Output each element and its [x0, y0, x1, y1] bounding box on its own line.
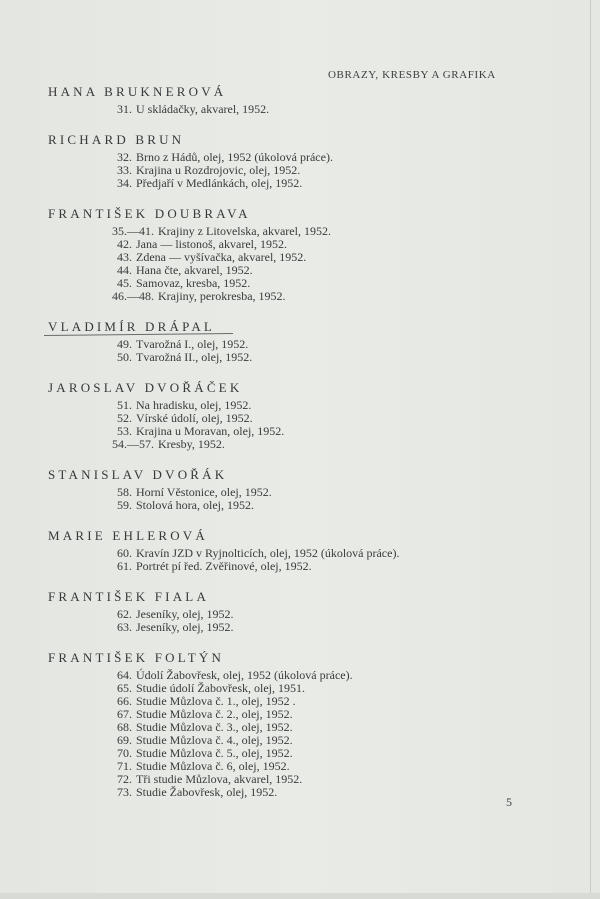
work-number: 70. — [117, 746, 132, 760]
work-number: 32. — [117, 150, 132, 164]
artist-name: STANISLAV DVOŘÁK — [48, 467, 228, 482]
work-title: Studie Můzlova č. 4., olej, 1952. — [136, 733, 293, 747]
works-list — [48, 608, 528, 634]
work-number: 72. — [117, 772, 132, 786]
artist-name: JAROSLAV DVOŘÁČEK — [48, 380, 243, 395]
work-title: Jeseníky, olej, 1952. — [136, 607, 234, 621]
work-title: Jana — listonoš, akvarel, 1952. — [136, 237, 287, 251]
work-entry — [112, 786, 528, 799]
work-title: Jeseníky, olej, 1952. — [136, 620, 234, 634]
artist-section — [48, 466, 528, 512]
works-list — [48, 103, 528, 116]
artist-section — [48, 527, 528, 573]
works-list — [48, 486, 528, 512]
artist-section — [48, 588, 528, 634]
work-number: 67. — [117, 707, 132, 721]
artist-name: VLADIMÍR DRÁPAL — [48, 319, 216, 334]
work-number: 51. — [117, 398, 132, 412]
work-title: Studie Můzlova č. 5., olej, 1952. — [136, 746, 293, 760]
work-number: 62. — [117, 607, 132, 621]
work-number: 52. — [117, 411, 132, 425]
work-title: Krajiny, perokresba, 1952. — [158, 289, 286, 303]
work-title: Stolová hora, olej, 1952. — [136, 498, 254, 512]
work-number: 42. — [117, 237, 132, 251]
artist-section — [48, 205, 528, 303]
work-title: Kresby, 1952. — [158, 437, 225, 451]
work-title: Předjaří v Medlánkách, olej, 1952. — [136, 176, 303, 190]
work-title: Studie Můzlova č. 2., olej, 1952. — [136, 707, 293, 721]
work-entry — [112, 438, 528, 451]
work-entry — [112, 499, 528, 512]
work-entry — [112, 621, 528, 634]
work-title: Krajiny z Litovelska, akvarel, 1952. — [158, 224, 331, 238]
artist-name: RICHARD BRUN — [48, 132, 185, 147]
work-number: 53. — [117, 424, 132, 438]
work-entry — [112, 103, 528, 116]
work-number: 73. — [117, 785, 132, 799]
page-edge-line — [590, 0, 591, 899]
work-number: 43. — [117, 250, 132, 264]
work-title: Tři studie Můzlova, akvarel, 1952. — [136, 772, 303, 786]
work-number: 50. — [117, 350, 132, 364]
work-title: Studie Žabovřesk, olej, 1952. — [136, 785, 278, 799]
artist-name: FRANTIŠEK DOUBRAVA — [48, 206, 251, 221]
page-bottom-edge — [0, 893, 600, 899]
artist-name: MARIE EHLEROVÁ — [48, 528, 208, 543]
work-title: U skládačky, akvarel, 1952. — [136, 102, 270, 116]
artist-list — [48, 83, 528, 814]
work-number: 64. — [117, 668, 132, 682]
work-number: 35.—41. — [112, 224, 154, 238]
work-number: 44. — [117, 263, 132, 277]
work-number: 61. — [117, 559, 132, 573]
work-number: 69. — [117, 733, 132, 747]
work-entry — [112, 177, 528, 190]
running-head: OBRAZY, KRESBY A GRAFIKA — [328, 69, 496, 81]
work-title: Kravín JZD v Ryjnolticích, olej, 1952 (úkolová práce). — [136, 546, 400, 560]
work-title: Brno z Hádů, olej, 1952 (úkolová práce). — [136, 150, 333, 164]
work-title: Samovaz, kresba, 1952. — [136, 276, 251, 290]
work-number: 65. — [117, 681, 132, 695]
work-number: 34. — [117, 176, 132, 190]
work-title: Krajina u Moravan, olej, 1952. — [136, 424, 285, 438]
work-number: 66. — [117, 694, 132, 708]
work-title: Studie Můzlova č. 3., olej, 1952. — [136, 720, 293, 734]
work-title: Studie Můzlova č. 1., olej, 1952 . — [136, 694, 296, 708]
work-entry — [112, 351, 528, 364]
works-list — [48, 151, 528, 190]
artist-name: FRANTIŠEK FOLTÝN — [48, 650, 225, 665]
work-number: 71. — [117, 759, 132, 773]
artist-section — [48, 131, 528, 190]
artist-section — [48, 649, 528, 799]
works-list — [48, 547, 528, 573]
artist-name: HANA BRUKNEROVÁ — [48, 84, 227, 99]
work-title: Horní Věstonice, olej, 1952. — [136, 485, 272, 499]
work-title: Studie Můzlova č. 6, olej, 1952. — [136, 759, 290, 773]
artist-section — [48, 379, 528, 451]
work-title: Na hradisku, olej, 1952. — [136, 398, 252, 412]
work-title: Údolí Žabovřesk, olej, 1952 (úkolová práce). — [136, 668, 353, 682]
work-number: 49. — [117, 337, 132, 351]
page-number: 5 — [506, 795, 512, 809]
artist-name: FRANTIŠEK FIALA — [48, 589, 210, 604]
work-number: 46.—48. — [112, 289, 154, 303]
work-title: Tvarožná II., olej, 1952. — [136, 350, 253, 364]
work-title: Hana čte, akvarel, 1952. — [136, 263, 253, 277]
work-entry — [112, 290, 528, 303]
work-entry — [112, 560, 528, 573]
work-number: 59. — [117, 498, 132, 512]
work-number: 60. — [117, 546, 132, 560]
work-title: Krajina u Rozdrojovic, olej, 1952. — [136, 163, 301, 177]
work-number: 31. — [117, 102, 132, 116]
work-number: 68. — [117, 720, 132, 734]
work-title: Vírské údolí, olej, 1952. — [136, 411, 253, 425]
work-title: Zdena — vyšívačka, akvarel, 1952. — [136, 250, 307, 264]
artist-section — [48, 318, 528, 364]
works-list — [48, 225, 528, 303]
work-title: Portrét pí řed. Zvěřinové, olej, 1952. — [136, 559, 312, 573]
work-number: 63. — [117, 620, 132, 634]
works-list — [48, 338, 528, 364]
work-title: Tvarožná I., olej, 1952. — [136, 337, 249, 351]
work-number: 33. — [117, 163, 132, 177]
work-number: 45. — [117, 276, 132, 290]
work-number: 58. — [117, 485, 132, 499]
works-list — [48, 669, 528, 799]
work-title: Studie údolí Žabovřesk, olej, 1951. — [136, 681, 305, 695]
work-number: 54.—57. — [112, 437, 154, 451]
artist-section — [48, 83, 528, 116]
works-list — [48, 399, 528, 451]
